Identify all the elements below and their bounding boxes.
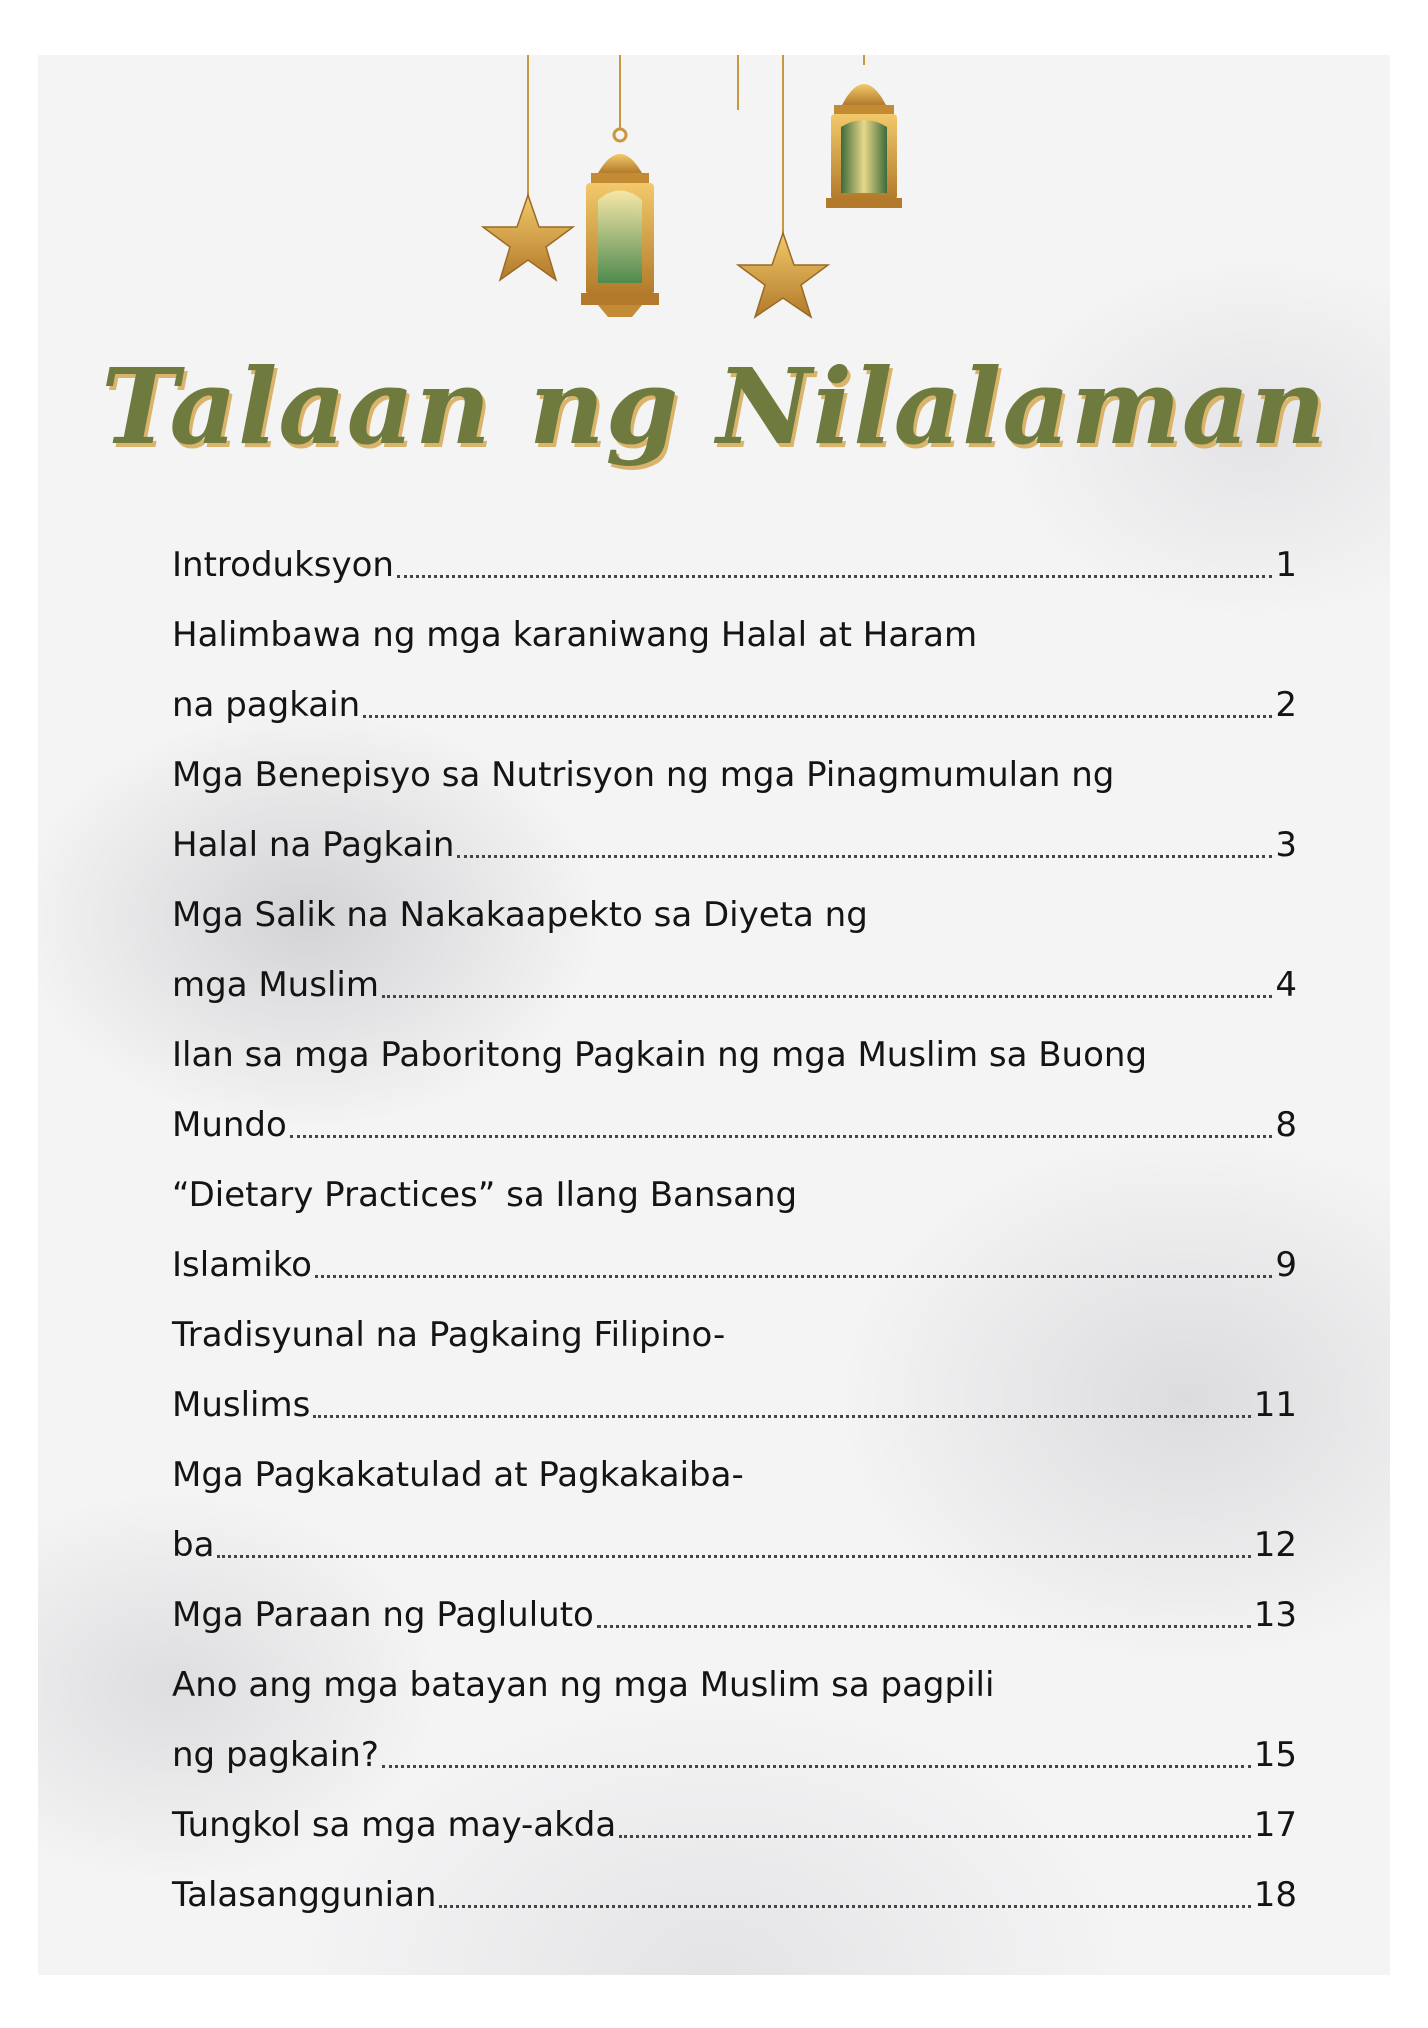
toc-entry[interactable] — [172, 947, 1297, 1017]
toc-page-number: 9 — [1275, 1245, 1297, 1285]
toc-entry[interactable] — [172, 877, 1297, 947]
toc-dot-leader — [382, 995, 1272, 998]
toc-entry-text: Mga Salik na Nakakaapekto sa Diyeta ng — [172, 895, 868, 935]
toc-entry[interactable] — [172, 807, 1297, 877]
document-page — [38, 55, 1390, 1975]
toc-dot-leader — [363, 715, 1272, 718]
toc-page-number: 1 — [1275, 545, 1297, 585]
star-ornament — [483, 55, 573, 280]
toc-entry[interactable] — [172, 667, 1297, 737]
toc-entry-text: ng pagkain? — [172, 1735, 379, 1775]
toc-entry[interactable] — [172, 527, 1297, 597]
crescent-moon-ornament — [702, 55, 738, 193]
toc-page-number: 11 — [1253, 1385, 1297, 1425]
toc-entry-text: “Dietary Practices” sa Ilang Bansang — [172, 1175, 798, 1215]
toc-entry[interactable] — [172, 1087, 1297, 1157]
toc-page-number: 13 — [1253, 1595, 1297, 1635]
toc-entry-text: Introduksyon — [172, 545, 394, 585]
toc-entry-text: Mga Paraan ng Pagluluto — [172, 1595, 594, 1635]
toc-page-number: 18 — [1253, 1875, 1297, 1915]
toc-entry-text: Mga Pagkakatulad at Pagkakaiba- — [172, 1455, 744, 1495]
toc-entry-text: Halal na Pagkain — [172, 825, 455, 865]
toc-entry-text: na pagkain — [172, 685, 361, 725]
lantern-ornament — [826, 55, 902, 208]
toc-entry[interactable] — [172, 1017, 1297, 1087]
toc-entry-text: Ano ang mga batayan ng mga Muslim sa pagpili — [172, 1665, 995, 1705]
toc-entry[interactable] — [172, 1227, 1297, 1297]
toc-dot-leader — [315, 1275, 1272, 1278]
toc-entry[interactable] — [172, 737, 1297, 807]
toc-page-number: 15 — [1253, 1735, 1297, 1775]
toc-entry-text: Talasanggunian — [172, 1875, 437, 1915]
toc-entry[interactable] — [172, 1787, 1297, 1857]
toc-dot-leader — [439, 1905, 1250, 1908]
table-of-contents — [172, 527, 1297, 1927]
star-ornament — [738, 55, 828, 317]
toc-entry[interactable] — [172, 1507, 1297, 1577]
toc-entry[interactable] — [172, 1367, 1297, 1437]
toc-entry-text: Mundo — [172, 1105, 287, 1145]
lantern-ornament — [581, 55, 659, 317]
toc-dot-leader — [397, 575, 1272, 578]
toc-dot-leader — [217, 1555, 1250, 1558]
toc-dot-leader — [313, 1415, 1250, 1418]
toc-page-number: 3 — [1275, 825, 1297, 865]
page-title: Talaan ng Nilalaman — [101, 345, 1327, 468]
toc-entry[interactable] — [172, 1717, 1297, 1787]
toc-entry-text: Tradisyunal na Pagkaing Filipino- — [172, 1315, 726, 1355]
toc-entry-text: Mga Benepisyo sa Nutrisyon ng mga Pinagmumulan ng — [172, 755, 1115, 795]
toc-entry[interactable] — [172, 1857, 1297, 1927]
toc-entry-text: Halimbawa ng mga karaniwang Halal at Haram — [172, 615, 978, 655]
toc-page-number: 8 — [1275, 1105, 1297, 1145]
toc-entry[interactable] — [172, 1157, 1297, 1227]
toc-entry-text: ba — [172, 1525, 215, 1565]
toc-dot-leader — [382, 1765, 1251, 1768]
toc-entry[interactable] — [172, 1437, 1297, 1507]
toc-entry-text: Tungkol sa mga may-akda — [172, 1805, 617, 1845]
toc-page-number: 4 — [1275, 965, 1297, 1005]
toc-dot-leader — [457, 855, 1272, 858]
toc-dot-leader — [290, 1135, 1273, 1138]
hanging-ornaments — [38, 55, 1390, 355]
toc-dot-leader — [619, 1835, 1251, 1838]
toc-entry-text: Muslims — [172, 1385, 311, 1425]
toc-entry[interactable] — [172, 1577, 1297, 1647]
toc-entry[interactable] — [172, 1297, 1297, 1367]
toc-entry[interactable] — [172, 597, 1297, 667]
toc-entry[interactable] — [172, 1647, 1297, 1717]
toc-page-number: 17 — [1253, 1805, 1297, 1845]
toc-entry-text: Islamiko — [172, 1245, 312, 1285]
toc-dot-leader — [597, 1625, 1251, 1628]
toc-entry-text: mga Muslim — [172, 965, 379, 1005]
toc-page-number: 2 — [1275, 685, 1297, 725]
toc-entry-text: Ilan sa mga Paboritong Pagkain ng mga Muslim sa Buong — [172, 1035, 1148, 1075]
toc-page-number: 12 — [1253, 1525, 1297, 1565]
